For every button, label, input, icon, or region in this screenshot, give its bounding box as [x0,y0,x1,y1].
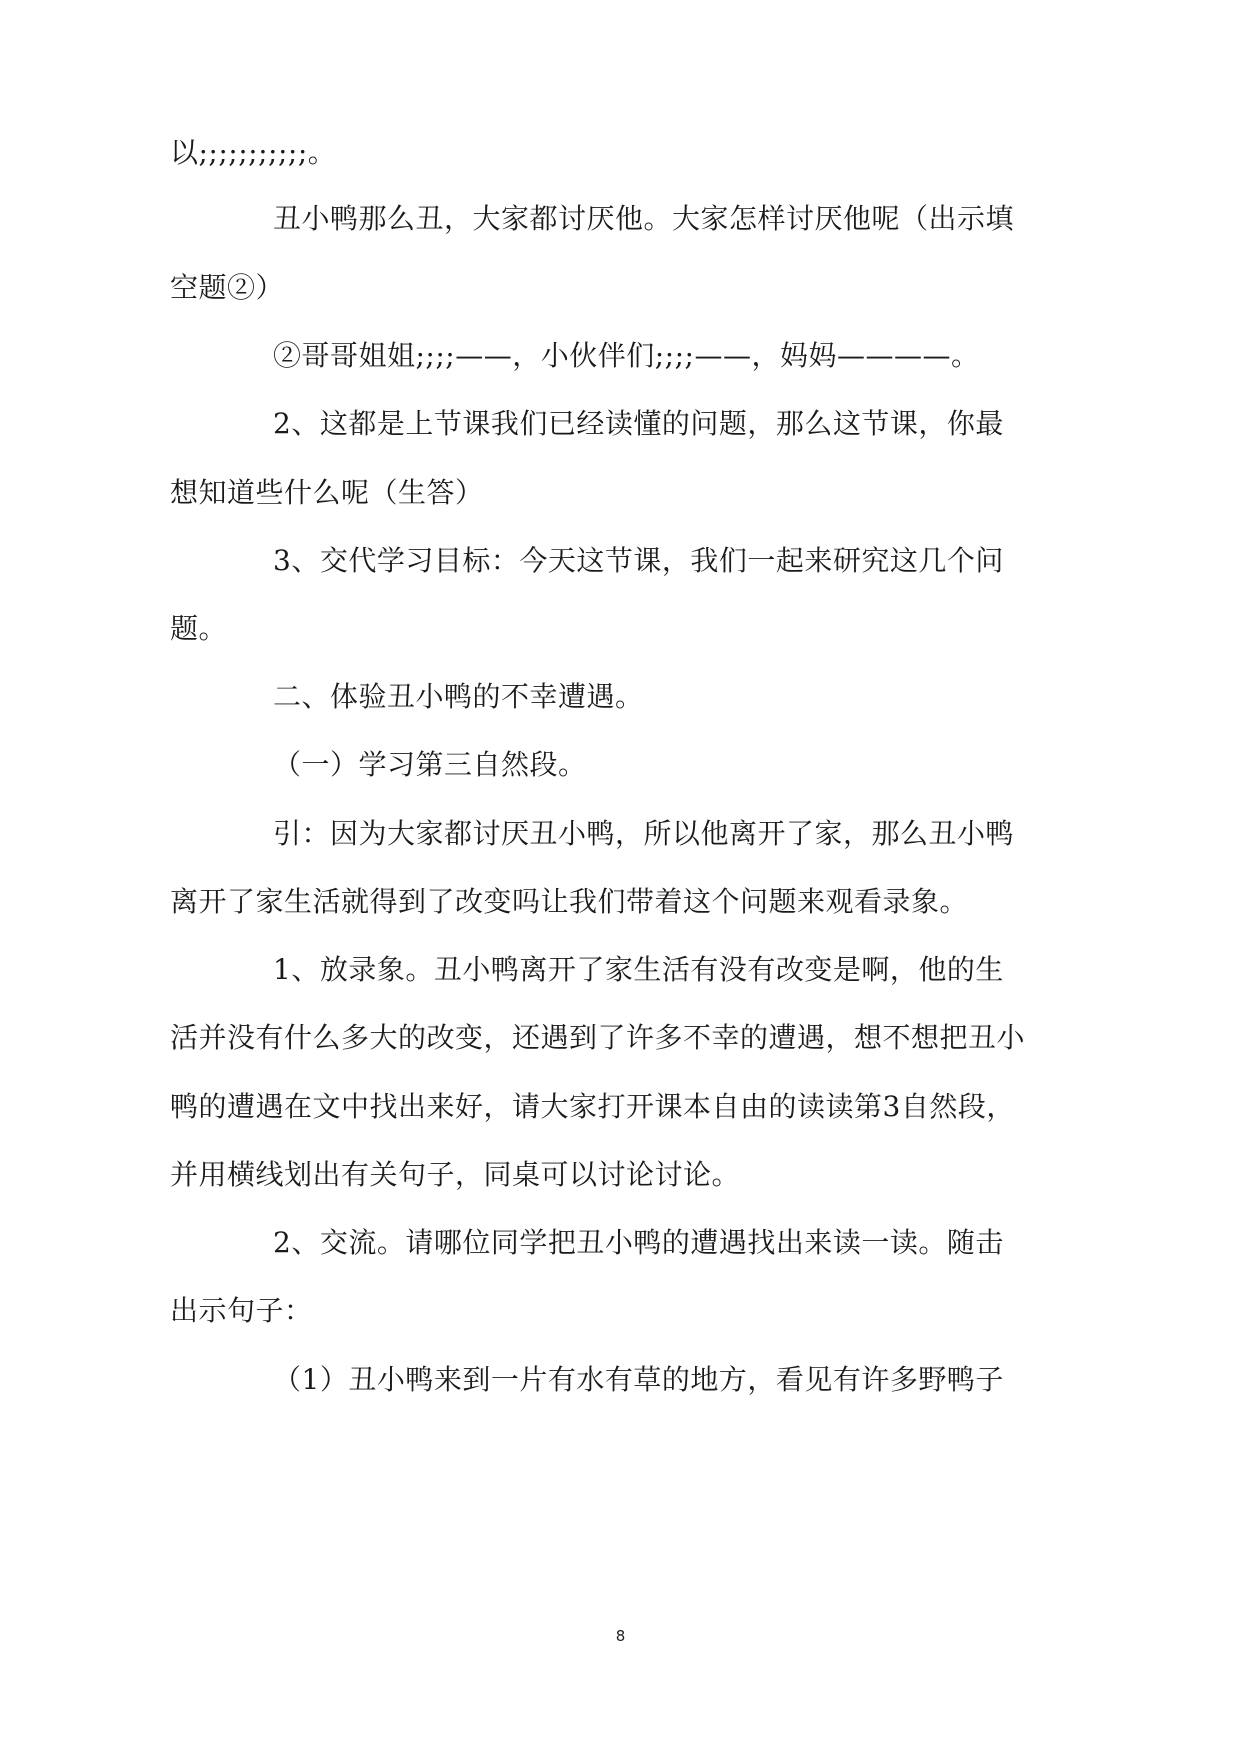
text-line: 出示句子： [170,1294,313,1327]
text-line: 活并没有什么多大的改变，还遇到了许多不幸的遭遇，想不想把丑小 [170,1021,1026,1054]
text-line: 引：因为大家都讨厌丑小鸭，所以他离开了家，那么丑小鸭 [273,817,1015,850]
text-line: ②哥哥姐姐;;;;——，小伙伴们;;;;——，妈妈————。 [273,339,980,372]
text-line: 2、这都是上节课我们已经读懂的问题，那么这节课，你最 [273,407,1004,440]
text-line: 题。 [170,612,228,645]
subsection-heading: （一）学习第三自然段。 [273,748,587,781]
text-line: 想知道些什么呢（生答） [170,476,484,509]
text-line: 并用横线划出有关句子，同桌可以讨论讨论。 [170,1158,741,1191]
text-line: 2、交流。请哪位同学把丑小鸭的遭遇找出来读一读。随击 [273,1226,1004,1259]
text-line: （1）丑小鸭来到一片有水有草的地方，看见有许多野鸭子 [273,1363,1004,1396]
text-line: 1、放录象。丑小鸭离开了家生活有没有改变是啊，他的生 [273,953,1004,986]
section-heading: 二、体验丑小鸭的不幸遭遇。 [273,680,644,713]
text-line: 丑小鸭那么丑，大家都讨厌他。大家怎样讨厌他呢（出示填 [273,202,1015,235]
page-number: 8 [615,1627,626,1645]
text-line: 3、交代学习目标：今天这节课，我们一起来研究这几个问 [273,544,1004,577]
text-line: 离开了家生活就得到了改变吗让我们带着这个问题来观看录象。 [170,885,969,918]
text-line: 鸭的遭遇在文中找出来好，请大家打开课本自由的读读第3自然段， [170,1090,1015,1123]
text-line: 空题②） [170,271,285,304]
text-line: 以;;;;;;;;;;;。 [170,136,337,169]
